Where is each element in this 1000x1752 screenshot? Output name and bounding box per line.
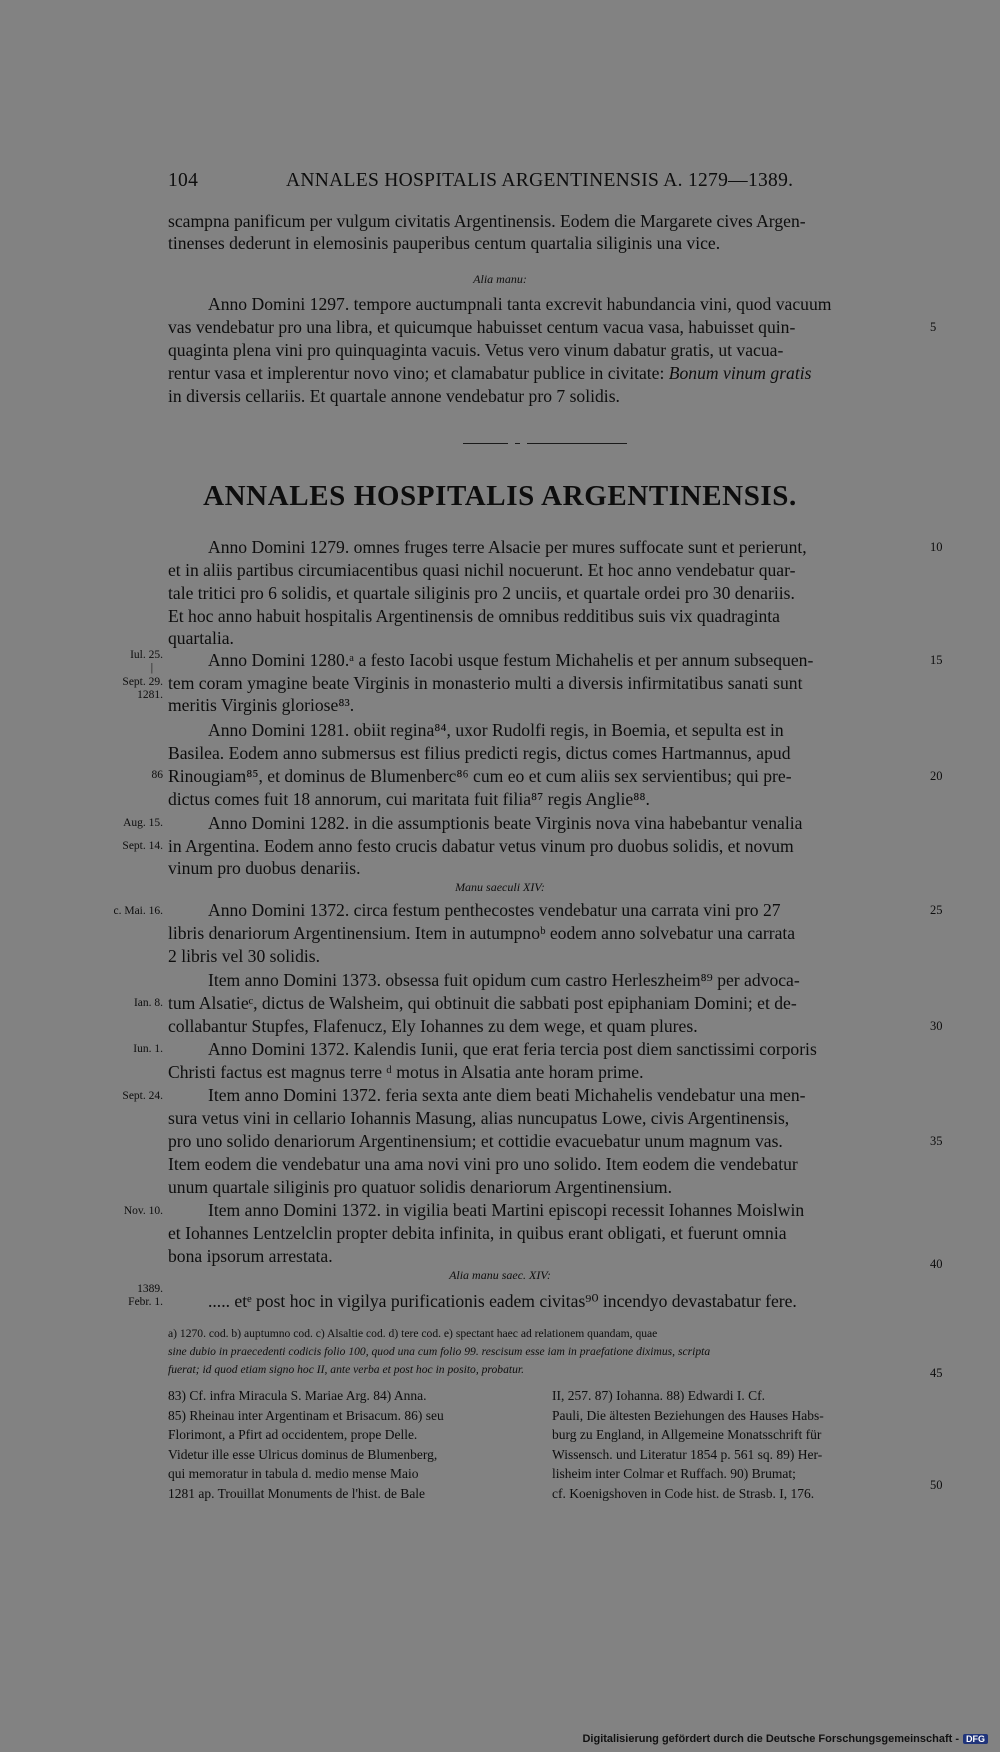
body-line: quartalia. (168, 628, 234, 648)
apparatus-line: sine dubio in praecedenti codicis folio 100, quod una cum folio 99. rescisum esse iam in praefatione diximus, scripta (168, 1345, 711, 1358)
body-line: Rinougiam⁸⁵, et dominus de Blumenberc⁸⁶ cum eo et cum aliis sex servientibus; qui pre- (168, 766, 792, 786)
margin-date: Iun. 1. (133, 1043, 163, 1055)
line-number: 5 (930, 320, 937, 334)
footnote-right-line: burg zu England, in Allgemeine Monatsschrift für (552, 1427, 822, 1442)
margin-date: Aug. 15. (123, 817, 163, 829)
section-title: ANNALES HOSPITALIS ARGENTINENSIS. (203, 480, 797, 512)
digitization-credit (582, 1733, 988, 1745)
footnote-right-line: Wissensch. und Literatur 1854 p. 561 sq. 89) Her- (552, 1447, 823, 1462)
divider-rule (515, 443, 520, 444)
body-line: collabantur Stupfes, Flafenucz, Ely Iohannes zu dem wege, et quam plures. (168, 1016, 698, 1036)
footnote-right-line: lisheim inter Colmar et Ruffach. 90) Brumat; (552, 1466, 796, 1481)
para-1297-line: quaginta plena vini pro quinquaginta vacuis. Vetus vero vinum dabatur gratis, ut vacua- (168, 340, 784, 360)
para-1297-line: rentur vasa et implerentur novo vino; et clamabatur publice in civitate: Bonum vinum gratis (168, 363, 812, 383)
body-line: et Iohannes Lentzelclin propter debita infinita, in quibus erant obligati, et fuerunt omnia (168, 1223, 787, 1243)
line-number: 40 (930, 1257, 943, 1271)
alia-manu-saec-label: Alia manu saec. XIV: (449, 1268, 551, 1282)
body-line: tale tritici pro 6 solidis, et quartale siliginis pro 2 unciis, et quartale ordei pro 30 denariis. (168, 583, 795, 603)
intro-line: tinenses dederunt in elemosinis pauperibus centum quartalia siliginis una vice. (168, 233, 721, 253)
alia-manu-label: Alia manu: (473, 272, 527, 286)
para-1297-line: Anno Domini 1297. tempore auctumpnali tanta excrevit habundancia vini, quod vacuum (208, 294, 832, 314)
body-line: meritis Virginis gloriose⁸³. (168, 695, 355, 715)
line-number: 15 (930, 653, 943, 667)
body-line: dictus comes fuit 18 annorum, cui maritata fuit filia⁸⁷ regis Anglie⁸⁸. (168, 789, 650, 809)
line-number: 35 (930, 1134, 943, 1148)
body-line: ..... etᵉ post hoc in vigilya purificationis eadem civitas⁹⁰ incendyo devastabatur fere. (208, 1291, 797, 1311)
margin-date: Sept. 29. (122, 676, 163, 688)
line-number: 25 (930, 903, 943, 917)
body-line: Anno Domini 1372. Kalendis Iunii, que erat feria tercia post diem sanctissimi corporis (208, 1039, 817, 1059)
apparatus-line: a) 1270. cod. b) auptumno cod. c) Alsaltie cod. d) tere cod. e) spectant haec ad relationem quandam, quae (168, 1327, 658, 1340)
body-line: libris denariorum Argentinensium. Item in autumpnoᵇ eodem anno solvebatur una carrata (168, 923, 796, 943)
line-number: 50 (930, 1478, 943, 1492)
body-line: Anno Domini 1282. in die assumptionis beate Virginis nova vina habebantur venalia (208, 813, 803, 833)
body-line: bona ipsorum arrestata. (168, 1246, 333, 1266)
margin-date: c. Mai. 16. (113, 905, 163, 917)
body-line: in Argentina. Eodem anno festo crucis dabatur vetus vinum pro duobus solidis, et novum (168, 836, 794, 856)
footnote-right-line: Pauli, Die ältesten Beziehungen des Hauses Habs- (552, 1408, 824, 1423)
margin-date: 1281. (137, 689, 163, 701)
divider-rule (463, 443, 508, 444)
margin-note-ref: 86 (151, 769, 163, 781)
margin-date: | (150, 662, 153, 674)
margin-date: Iul. 25. (130, 649, 163, 661)
body-line: Item anno Domini 1372. in vigilia beati Martini episcopi recessit Iohannes Moislwin (208, 1200, 805, 1220)
body-line: vinum pro duobus denariis. (168, 858, 361, 878)
running-title: ANNALES HOSPITALIS ARGENTINENSIS A. 1279—1389. (286, 170, 794, 191)
body-line: Item anno Domini 1372. feria sexta ante diem beati Michahelis vendebatur una men- (208, 1085, 806, 1105)
footnote-left-line: 85) Rheinau inter Argentinam et Brisacum. 86) seu (168, 1408, 444, 1423)
margin-date: Sept. 24. (122, 1090, 163, 1102)
body-line: Anno Domini 1279. omnes fruges terre Alsacie per mures suffocate sunt et perierunt, (208, 537, 807, 557)
footnote-left-line: Videtur ille esse Ulricus dominus de Blumenberg, (168, 1447, 438, 1462)
body-line: sura vetus vini in cellario Iohannis Masung, alias nuncupatus Lowe, civis Argentinensis, (168, 1108, 790, 1128)
footnote-left-line: Florimont, a Pfirt ad occidentem, prope Delle. (168, 1427, 418, 1442)
body-line: Item anno Domini 1373. obsessa fuit opidum cum castro Herleszheim⁸⁹ per advoca- (208, 970, 800, 990)
divider-rule (527, 443, 627, 444)
body-line: 2 libris vel 30 solidis. (168, 946, 320, 966)
line-number: 45 (930, 1366, 943, 1380)
apparatus-line: fuerat; id quod etiam signo hoc II, ante verba et post hoc in posito, probatur. (168, 1363, 525, 1376)
para-1297-line: vas vendebatur pro una libra, et quicumque habuisset centum vacua vasa, habuisset quin- (168, 317, 796, 337)
margin-date: Nov. 10. (123, 1205, 163, 1217)
line-number: 10 (930, 540, 943, 554)
page-number: 104 (168, 170, 199, 191)
intro-line: scampna panificum per vulgum civitatis Argentinensis. Eodem die Margarete cives Argen- (168, 211, 806, 231)
margin-date: Sept. 14. (122, 840, 163, 852)
footnote-left-line: 83) Cf. infra Miracula S. Mariae Arg. 84) Anna. (168, 1388, 427, 1403)
body-line: Item eodem die vendebatur una ama novi vini pro uno solido. Item eodem die vendebatur (168, 1154, 798, 1174)
footnote-left-line: qui memoratur in tabula d. medio mense Maio (168, 1466, 419, 1481)
body-line: Christi factus est magnus terre ᵈ motus in Alsatia ante horam prime. (168, 1062, 644, 1082)
manu-saeculi-label: Manu saeculi XIV: (455, 880, 545, 894)
margin-date: Febr. 1. (128, 1296, 163, 1308)
footnote-right-line: II, 257. 87) Iohanna. 88) Edwardi I. Cf. (552, 1388, 765, 1403)
para-1297-line: in diversis cellariis. Et quartale annone vendebatur pro 7 solidis. (168, 386, 620, 406)
margin-date: Ian. 8. (133, 997, 163, 1009)
dfg-logo: DFG (963, 1734, 988, 1744)
credit-text: Digitalisierung gefördert durch die Deutsche Forschungsgemeinschaft - (582, 1733, 959, 1745)
body-line: Anno Domini 1280.ᵃ a festo Iacobi usque festum Michahelis et per annum subsequen- (208, 650, 814, 670)
body-line: Et hoc anno habuit hospitalis Argentinensis de omnibus redditibus suis vix quadraginta (168, 606, 780, 626)
line-number: 20 (930, 769, 943, 783)
footnote-right-line: cf. Koenigshoven in Code hist. de Strasb. I, 176. (552, 1486, 815, 1501)
body-line: Anno Domini 1281. obiit regina⁸⁴, uxor Rudolfi regis, in Boemia, et sepulta est in (208, 720, 784, 740)
body-line: tum Alsatieᶜ, dictus de Walsheim, qui obtinuit die sabbati post epiphaniam Domini; et de- (168, 993, 797, 1013)
body-line: pro uno solido denariorum Argentinensium; et cottidie evacuebatur unum magnum vas. (168, 1131, 783, 1151)
body-line: et in aliis partibus circumiacentibus quasi nichil nocuerunt. Et hoc anno vendebatur quar- (168, 560, 796, 580)
body-line: unum quartale siliginis pro quatuor solidis denariorum Argentinensium. (168, 1177, 672, 1197)
body-line: tem coram ymagine beate Virginis in monasterio multi a diversis infirmitatibus sanati sunt (168, 673, 803, 693)
margin-date: 1389. (137, 1283, 163, 1295)
body-line: Basilea. Eodem anno submersus est filius predicti regis, dictus comes Hartmannus, apud (168, 743, 791, 763)
line-number: 30 (930, 1019, 943, 1033)
footnote-left-line: 1281 ap. Trouillat Monuments de l'hist. de Bale (168, 1486, 426, 1501)
body-line: Anno Domini 1372. circa festum penthecostes vendebatur una carrata vini pro 27 (208, 900, 781, 920)
